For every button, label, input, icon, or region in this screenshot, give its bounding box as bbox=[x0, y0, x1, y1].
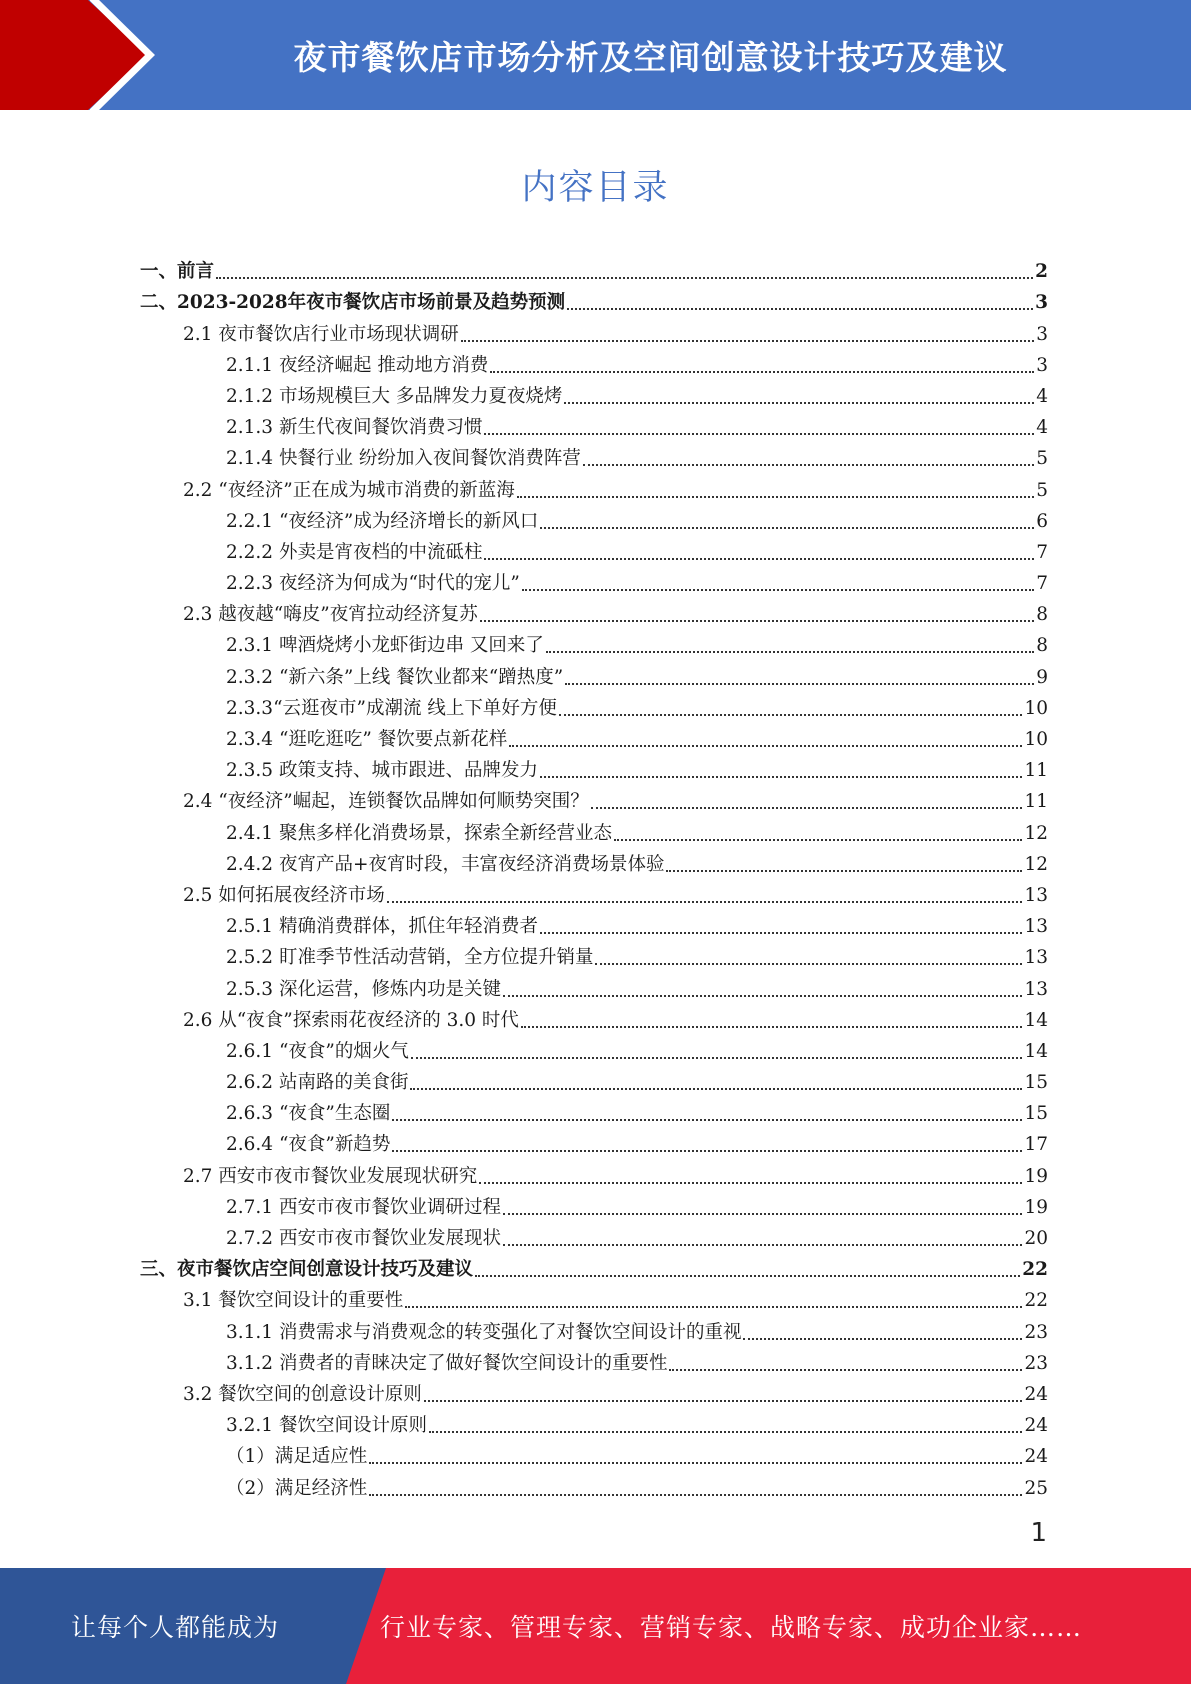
toc-entry-title: 2.7 西安市夜市餐饮业发展现状研究 bbox=[183, 1165, 478, 1187]
toc-entry-page: 24 bbox=[1024, 1446, 1048, 1468]
header-band bbox=[0, 0, 1191, 110]
toc-entry[interactable] bbox=[140, 1126, 1048, 1157]
toc-dot-leader bbox=[480, 619, 1035, 622]
toc-entry-page: 11 bbox=[1024, 791, 1048, 813]
toc-dot-leader bbox=[479, 1181, 1022, 1184]
toc-entry[interactable] bbox=[140, 1376, 1048, 1407]
toc-entry-title: 2.7.2 西安市夜市餐饮业发展现状 bbox=[226, 1228, 501, 1249]
toc-entry-page: 5 bbox=[1036, 479, 1048, 501]
toc-entry-title: 2.3.1 啤酒烧烤小龙虾街边串 又回来了 bbox=[226, 635, 544, 657]
toc-entry-page: 19 bbox=[1024, 1165, 1048, 1187]
page-number: 1 bbox=[1030, 1518, 1047, 1548]
toc-entry-page: 15 bbox=[1024, 1072, 1048, 1094]
toc-entry-page: 6 bbox=[1036, 510, 1048, 532]
toc-entry-page: 13 bbox=[1024, 947, 1048, 969]
toc-entry-title: （2）满足经济性 bbox=[226, 1477, 368, 1499]
toc-entry-page: 15 bbox=[1024, 1103, 1048, 1125]
toc-entry[interactable] bbox=[140, 908, 1048, 939]
toc-entry[interactable] bbox=[140, 534, 1048, 565]
toc-entry-title: 2.2.3 夜经济为何成为“时代的宠儿” bbox=[226, 573, 520, 595]
toc-dot-leader bbox=[484, 557, 1034, 560]
toc-entry[interactable] bbox=[140, 1438, 1048, 1469]
toc-dot-leader bbox=[503, 1243, 1022, 1246]
header-arrow-icon bbox=[0, 0, 160, 110]
toc-entry[interactable] bbox=[140, 1251, 1048, 1282]
toc-entry-page: 22 bbox=[1022, 1259, 1048, 1281]
toc-entry-title: 2.5 如何拓展夜经济市场 bbox=[183, 884, 385, 906]
toc-entry[interactable] bbox=[140, 690, 1048, 721]
toc-entry-title: 2.2.1 “夜经济”成为经济增长的新风口 bbox=[226, 510, 539, 532]
toc-entry[interactable] bbox=[140, 1189, 1048, 1220]
toc-dot-leader bbox=[546, 650, 1034, 653]
toc-entry-title: 2.5.3 深化运营，修炼内功是关键 bbox=[226, 978, 501, 1000]
toc-entry-page: 9 bbox=[1036, 666, 1048, 688]
toc-dot-leader bbox=[405, 1305, 1022, 1308]
toc-entry-page: 10 bbox=[1024, 729, 1048, 750]
toc-entry[interactable] bbox=[140, 1033, 1048, 1064]
toc-entry-title: 2.7.1 西安市夜市餐饮业调研过程 bbox=[226, 1196, 501, 1218]
toc-entry[interactable] bbox=[140, 1064, 1048, 1095]
toc-entry-page: 5 bbox=[1036, 448, 1048, 470]
toc-entry[interactable] bbox=[140, 721, 1048, 752]
toc-entry[interactable] bbox=[140, 440, 1048, 471]
toc-entry-title: 2.3 越夜越“嗨皮”夜宵拉动经济复苏 bbox=[183, 604, 478, 626]
toc-dot-leader bbox=[392, 1149, 1022, 1152]
toc-entry-page: 3 bbox=[1036, 323, 1048, 345]
toc-entry[interactable] bbox=[140, 1220, 1048, 1251]
toc-entry[interactable] bbox=[140, 877, 1048, 908]
toc-entry[interactable] bbox=[140, 409, 1048, 440]
toc-dot-leader bbox=[564, 401, 1034, 404]
toc-dot-leader bbox=[565, 682, 1034, 685]
toc-entry-page: 13 bbox=[1024, 978, 1048, 1000]
toc-entry[interactable] bbox=[140, 471, 1048, 502]
toc-dot-leader bbox=[517, 495, 1035, 498]
toc-entry-title: 3.2 餐饮空间的创意设计原则 bbox=[183, 1383, 422, 1405]
toc-entry-title: 二、2023-2028年夜市餐饮店市场前景及趋势预测 bbox=[140, 292, 566, 314]
toc-entry[interactable] bbox=[140, 1095, 1048, 1126]
toc-entry[interactable] bbox=[140, 1407, 1048, 1438]
toc-entry-page: 17 bbox=[1024, 1134, 1048, 1156]
toc-entry-page: 3 bbox=[1036, 354, 1048, 376]
toc-entry-page: 12 bbox=[1024, 853, 1048, 875]
toc-entry-page: 11 bbox=[1024, 760, 1048, 782]
toc-entry-page: 23 bbox=[1024, 1352, 1048, 1374]
toc-entry-page: 14 bbox=[1024, 1040, 1048, 1062]
toc-entry-title: 三、夜市餐饮店空间创意设计技巧及建议 bbox=[140, 1259, 474, 1281]
toc-entry-page: 3 bbox=[1035, 292, 1048, 314]
toc-entry[interactable] bbox=[140, 253, 1048, 284]
toc-dot-leader bbox=[484, 432, 1034, 435]
toc-entry-page: 10 bbox=[1024, 697, 1048, 719]
toc-entry-page: 25 bbox=[1024, 1477, 1048, 1499]
toc-dot-leader bbox=[369, 1493, 1022, 1496]
toc-dot-leader bbox=[614, 838, 1022, 841]
toc-entry-title: 2.5.2 盯准季节性活动营销，全方位提升销量 bbox=[226, 947, 594, 969]
toc-entry-title: 2.6.2 站南路的美食街 bbox=[226, 1072, 409, 1094]
toc-entry-page: 14 bbox=[1024, 1009, 1048, 1031]
toc-entry[interactable] bbox=[140, 752, 1048, 783]
toc-entry-title: 2.6 从“夜食”探索雨花夜经济的 3.0 时代 bbox=[183, 1009, 519, 1031]
toc-entry-title: 2.2 “夜经济”正在成为城市消费的新蓝海 bbox=[183, 479, 515, 501]
toc-dot-leader bbox=[503, 1212, 1022, 1215]
toc-entry[interactable] bbox=[140, 315, 1048, 346]
toc-entry[interactable] bbox=[140, 658, 1048, 689]
footer-slogan-right: 行业专家、管理专家、营销专家、战略专家、成功企业家…… bbox=[380, 1613, 1083, 1642]
toc-entry-title: 2.4.2 夜宵产品+夜宵时段，丰富夜经济消费场景体验 bbox=[226, 853, 665, 875]
toc-entry-title: 2.3.5 政策支持、城市跟进、品牌发力 bbox=[226, 760, 538, 782]
toc-entry-title: 2.3.4 “逛吃逛吃” 餐饮要点新花样 bbox=[226, 729, 508, 750]
toc-dot-leader bbox=[411, 1056, 1023, 1059]
toc-entry[interactable] bbox=[140, 846, 1048, 877]
toc-entry-page: 4 bbox=[1036, 385, 1048, 407]
toc-dot-leader bbox=[521, 1025, 1023, 1028]
toc-entry-page: 19 bbox=[1024, 1196, 1048, 1218]
toc-entry-title: 3.1 餐饮空间设计的重要性 bbox=[183, 1290, 404, 1312]
toc-dot-leader bbox=[559, 713, 1023, 716]
toc-entry-title: 2.6.4 “夜食”新趋势 bbox=[226, 1134, 391, 1156]
toc-entry[interactable] bbox=[140, 596, 1048, 627]
toc-entry-page: 24 bbox=[1024, 1383, 1048, 1405]
toc-entry-title: 2.2.2 外卖是宵夜档的中流砥柱 bbox=[226, 541, 483, 563]
document-title: 夜市餐饮店市场分析及空间创意设计技巧及建议 bbox=[293, 37, 1008, 77]
toc-entry[interactable] bbox=[140, 347, 1048, 378]
toc-entry-page: 7 bbox=[1036, 541, 1048, 563]
toc-dot-leader bbox=[410, 1087, 1022, 1090]
toc-entry-title: 2.4 “夜经济”崛起，连锁餐饮品牌如何顺势突围？ bbox=[183, 791, 589, 813]
toc-entry-title: 3.2.1 餐饮空间设计原则 bbox=[226, 1415, 427, 1437]
toc-dot-leader bbox=[392, 1118, 1022, 1121]
toc-dot-leader bbox=[540, 931, 1022, 934]
toc-entry-title: 2.6.1 “夜食”的烟火气 bbox=[226, 1040, 409, 1062]
toc-dot-leader bbox=[490, 370, 1034, 373]
toc-entry[interactable] bbox=[140, 503, 1048, 534]
toc-dot-leader bbox=[509, 744, 1022, 747]
toc-heading: 内容目录 bbox=[521, 168, 670, 208]
toc-entry-title: 2.1.2 市场规模巨大 多品牌发力夏夜烧烤 bbox=[226, 385, 563, 407]
toc-entry[interactable] bbox=[140, 1002, 1048, 1033]
toc-entry[interactable] bbox=[140, 814, 1048, 845]
toc-entry[interactable] bbox=[140, 284, 1048, 315]
toc-entry-title: 2.5.1 精确消费群体，抓住年轻消费者 bbox=[226, 916, 538, 938]
toc-dot-leader bbox=[461, 339, 1034, 342]
toc-entry-page: 8 bbox=[1036, 604, 1048, 626]
toc-dot-leader bbox=[583, 463, 1034, 466]
toc-entry-title: 3.1.2 消费者的青睐决定了做好餐饮空间设计的重要性 bbox=[226, 1352, 668, 1374]
toc-dot-leader bbox=[503, 994, 1022, 997]
toc-entry-page: 7 bbox=[1036, 573, 1048, 595]
toc-entry-title: 2.6.3 “夜食”生态圈 bbox=[226, 1103, 391, 1125]
toc-entry[interactable] bbox=[140, 378, 1048, 409]
toc-entry[interactable] bbox=[140, 1282, 1048, 1313]
toc-dot-leader bbox=[540, 775, 1022, 778]
toc-dot-leader bbox=[567, 307, 1033, 310]
toc-entry[interactable] bbox=[140, 939, 1048, 970]
toc-entry-title: 3.1.1 消费需求与消费观念的转变强化了对餐饮空间设计的重视 bbox=[226, 1321, 742, 1343]
toc-entry-title: 2.1.1 夜经济崛起 推动地方消费 bbox=[226, 354, 489, 376]
toc-dot-leader bbox=[387, 900, 1023, 903]
toc-dot-leader bbox=[595, 962, 1022, 965]
toc-entry-title: 2.1.4 快餐行业 纷纷加入夜间餐饮消费阵营 bbox=[226, 448, 581, 470]
toc-dot-leader bbox=[669, 1368, 1022, 1371]
toc-entry[interactable] bbox=[140, 565, 1048, 596]
toc-entry-title: 2.3.2 “新六条”上线 餐饮业都来“蹭热度” bbox=[226, 666, 564, 688]
toc-entry[interactable] bbox=[140, 970, 1048, 1001]
table-of-contents bbox=[140, 253, 1048, 1501]
toc-dot-leader bbox=[475, 1274, 1020, 1277]
toc-entry-page: 2 bbox=[1035, 261, 1048, 283]
toc-dot-leader bbox=[743, 1337, 1022, 1340]
toc-entry-page: 24 bbox=[1024, 1415, 1048, 1437]
toc-entry-page: 8 bbox=[1036, 635, 1048, 657]
toc-entry-title: 2.1.3 新生代夜间餐饮消费习惯 bbox=[226, 417, 483, 439]
toc-entry-page: 22 bbox=[1024, 1290, 1048, 1312]
toc-entry[interactable] bbox=[140, 1157, 1048, 1188]
toc-entry[interactable] bbox=[140, 627, 1048, 658]
toc-entry-page: 23 bbox=[1024, 1321, 1048, 1343]
toc-entry-page: 20 bbox=[1024, 1228, 1048, 1249]
toc-dot-leader bbox=[216, 276, 1033, 279]
toc-dot-leader bbox=[424, 1399, 1023, 1402]
toc-dot-leader bbox=[591, 806, 1023, 809]
toc-dot-leader bbox=[429, 1430, 1022, 1433]
toc-dot-leader bbox=[666, 869, 1022, 872]
footer-band bbox=[0, 1568, 1191, 1684]
toc-entry-title: 2.4.1 聚焦多样化消费场景，探索全新经营业态 bbox=[226, 822, 612, 844]
footer-slogan-left: 让每个人都能成为 bbox=[70, 1613, 279, 1642]
toc-dot-leader bbox=[540, 526, 1034, 529]
toc-entry[interactable] bbox=[140, 1469, 1048, 1500]
toc-entry[interactable] bbox=[140, 783, 1048, 814]
toc-entry[interactable] bbox=[140, 1313, 1048, 1344]
toc-entry-title: （1）满足适应性 bbox=[226, 1446, 368, 1468]
toc-entry-title: 2.1 夜市餐饮店行业市场现状调研 bbox=[183, 323, 459, 345]
toc-dot-leader bbox=[369, 1461, 1022, 1464]
toc-entry-page: 4 bbox=[1036, 417, 1048, 439]
toc-entry-page: 13 bbox=[1024, 884, 1048, 906]
toc-entry-page: 12 bbox=[1024, 822, 1048, 844]
toc-entry[interactable] bbox=[140, 1345, 1048, 1376]
toc-entry-page: 13 bbox=[1024, 916, 1048, 938]
toc-entry-title: 一、前言 bbox=[140, 261, 215, 283]
toc-dot-leader bbox=[522, 588, 1034, 591]
toc-entry-title: 2.3.3“云逛夜市”成潮流 线上下单好方便 bbox=[226, 697, 557, 719]
